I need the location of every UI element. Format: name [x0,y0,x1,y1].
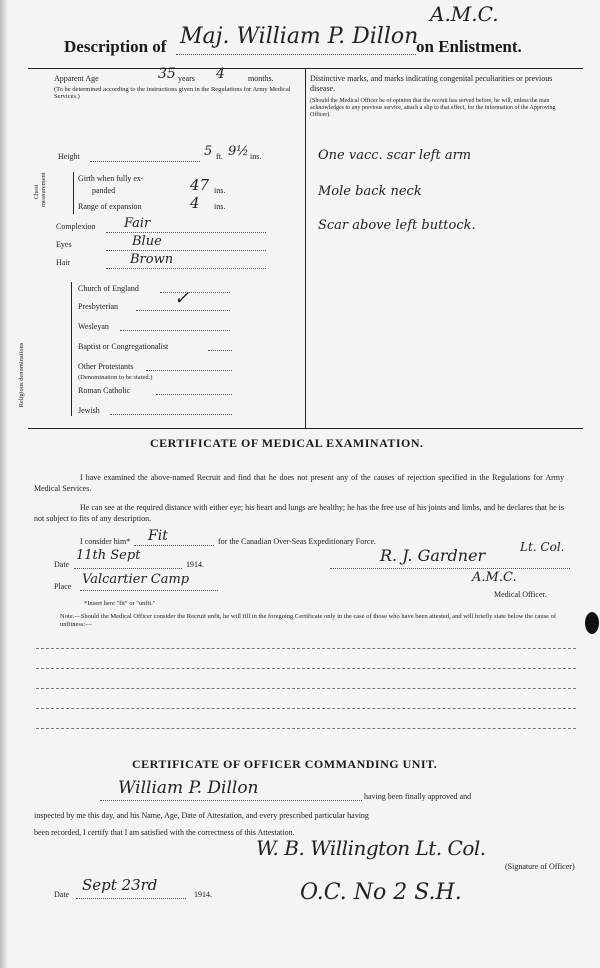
mark-1: One vacc. scar left arm [318,148,472,163]
medical-date-label: Date [54,560,70,569]
hair-label: Hair [56,258,71,267]
religion-roman-catholic: Roman Catholic [78,386,131,395]
officer-text-3: been recorded, I certify that I am satisfied with the correctness of this Attestation. [34,828,295,837]
medical-paragraph-1: I have examined the above-named Recruit and find that he does not present any of the causes of rejection specified in the Regulations for Army Medical Services. [34,473,564,493]
officer-signature-label: (Signature of Officer) [505,862,575,871]
medical-date-line [74,568,182,569]
religion-church-of-england: Church of England [78,284,139,293]
fitness-value: Fit [148,528,168,544]
officer-date-label: Date [54,890,70,899]
place-value: Valcartier Camp [82,572,190,587]
signature-line [330,568,570,569]
ins-label: ins. [250,152,262,161]
complexion-value: Fair [124,216,151,231]
religion-line [120,330,230,331]
mark-3: Scar above left buttock. [318,218,476,233]
eyes-label: Eyes [56,240,72,249]
range-label: Range of expansion [78,202,142,211]
complexion-line [106,232,266,233]
distinctive-marks-note: (Should the Medical Officer be of opinion that the recruit has served before, he will, unless the man acknowledges to any previous service, attach a slip to that effect, for the information of the Approving Officer). [310,98,556,118]
place-line [80,590,218,591]
column-divider [305,68,306,428]
age-note: (To be determined according to the instructions given in the Regulations for Army Medical Services.) [54,86,291,100]
months-label: months. [248,74,274,83]
ft-label: ft. [216,152,223,161]
officer-signature: W. B. Willington Lt. Col. [256,836,486,860]
medical-year: 1914. [186,560,204,569]
religion-denomination-note: (Denomination to be stated.) [78,374,153,381]
medical-officer-unit: A.M.C. [472,570,517,585]
distinctive-marks-heading: Distinctive marks, and marks indicating congenital peculiarities or previous disease. [310,74,553,93]
consider-label: I consider him* [80,537,131,546]
religion-side-label: Religious denominations [18,342,25,408]
range-unit: ins. [214,202,226,211]
officer-text-1: having been finally approved and [364,792,472,801]
eyes-line [106,250,266,251]
religion-presbyterian: Presbyterian [78,302,118,311]
unfitness-line [36,728,576,729]
religion-line [208,350,232,351]
corner-mark: A.M.C. [430,2,499,26]
officer-certificate-title: CERTIFICATE OF OFFICER COMMANDING UNIT. [132,757,438,771]
chest-bracket [73,172,74,214]
height-label: Height [58,152,80,161]
medical-officer-label: Medical Officer. [494,590,547,599]
medical-date-value: 11th Sept [76,548,141,563]
medical-certificate-title: CERTIFICATE OF MEDICAL EXAMINATION. [150,436,424,450]
name-line [176,54,416,55]
religion-line [160,292,230,293]
hair-value: Brown [130,252,174,267]
hair-line [106,268,266,269]
chest-side-label: Chest measurement [33,172,47,207]
religion-bracket [71,282,72,416]
presbyterian-check: ✓ [174,288,190,309]
medical-officer-signature: R. J. Gardner [380,546,486,565]
religion-baptist: Baptist or Congregationalist [78,342,169,351]
range-value: 4 [190,194,200,212]
girth-unit: ins. [214,186,226,195]
title-suffix: on Enlistment. [416,37,522,56]
religion-line [146,370,232,371]
scan-edge [0,0,8,968]
fit-unfit-footnote: *Insert here "fit" or "unfit." [84,600,156,607]
girth-label-2: panded [92,186,116,195]
unfitness-line [36,688,576,689]
officer-date-line [76,898,186,899]
height-inches: 9½ [228,144,249,159]
age-label: Apparent Age [54,74,99,83]
officer-text-2: inspected by me this day, and his Name, Age, Date of Attestation, and every prescribed particular having [34,811,369,820]
officer-name-line [100,800,362,801]
place-label: Place [54,582,72,591]
officer-unit: O.C. No 2 S.H. [300,880,462,905]
recruit-name: Maj. William P. Dillon [180,24,419,49]
religion-other-protestants: Other Protestants [78,362,134,371]
religion-line [110,414,232,415]
eyes-value: Blue [132,234,162,249]
years-label: years [178,74,195,83]
complexion-label: Complexion [56,222,96,231]
religion-line [136,310,230,311]
unfitness-line [36,708,576,709]
unfitness-line [36,668,576,669]
officer-year: 1914. [194,890,212,899]
punch-hole [585,612,599,634]
unfitness-line [36,648,576,649]
height-feet: 5 [204,144,213,159]
consider-suffix: for the Canadian Over-Seas Expeditionary Force. [218,537,377,546]
medical-note: Note.—Should the Medical Officer consider the Recruit unfit, he will fill in the foregoing Certificate only in the case of those who have been attested, and will briefly state below the cause of unfitness:— [60,613,557,628]
mark-2: Mole back neck [318,184,422,199]
officer-recruit-name: William P. Dillon [118,778,259,798]
medical-paragraph-2: He can see at the required distance with either eye; his heart and lungs are healthy; he has the free use of his joints and limbs, and he declares that he is not subject to fits of any description. [34,503,564,523]
title-prefix: Description of [64,37,167,56]
age-months-value: 4 [216,66,225,82]
religion-line [156,394,232,395]
age-years-value: 35 [158,66,176,82]
medical-officer-rank: Lt. Col. [520,540,565,554]
fitness-line [134,545,214,546]
frame-mid [28,428,583,429]
religion-wesleyan: Wesleyan [78,322,109,331]
officer-date-value: Sept 23rd [82,876,158,894]
girth-label-1: Girth when fully ex- [78,174,144,183]
girth-value: 47 [190,176,210,194]
religion-jewish: Jewish [78,406,100,415]
height-line [90,161,200,162]
